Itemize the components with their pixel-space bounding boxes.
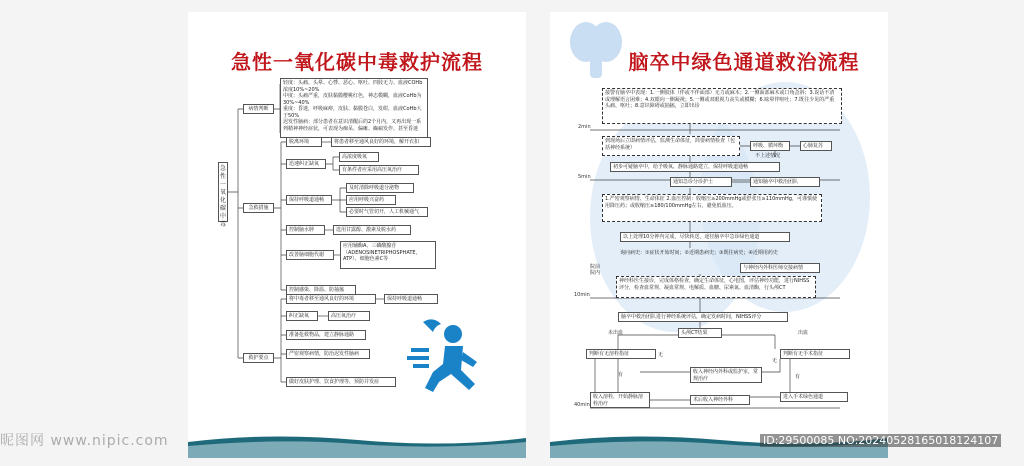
step-thrombolysis: 收入溶栓，开始静脉溶栓治疗 <box>590 392 650 408</box>
rescue-item-6: 控制感染、降温、防抽搐 <box>286 285 356 295</box>
label-no-left: 无 <box>658 352 664 358</box>
time-2min: 2min <box>578 124 591 130</box>
right-poster <box>550 12 888 458</box>
rescue-o2-1: 高浓度吸氧 <box>339 152 379 162</box>
label-bleed: 出血 <box>798 330 809 336</box>
rescue-airway-2: 应用呼吸兴奋药 <box>346 195 396 205</box>
time-5min: 5min <box>578 174 591 180</box>
care-label: 救护要点 <box>243 353 274 363</box>
step-notify-triage: 通知急诊分诊护士 <box>670 177 732 187</box>
right-title: 脑卒中绿色通道救治流程 <box>628 50 860 74</box>
step-nihss: 脑卒中救治团队进行神经系统评估，确定发病时间，NIHSS评分 <box>618 312 788 322</box>
rescue-move: 将患者移至通风良好的环境，解开衣扣 <box>331 137 431 147</box>
rescue-item-1: 脱离环境 <box>286 137 322 147</box>
time-10min: 10min <box>574 292 590 298</box>
care-item-3: 准备抢救物品，建立静脉通路 <box>286 330 366 340</box>
fainting-person-icon <box>403 312 483 402</box>
step-history: 询问病史：①症状开始时间；②近期患病史；③既往病史；④近期用药史 <box>620 250 778 256</box>
step-thrombolysis-check: 判断有无溶栓指征 <box>586 349 656 359</box>
step-no-condition: 不上述情况 <box>755 153 781 159</box>
rescue-item-2: 迅速纠正缺氧 <box>286 159 326 169</box>
time-40min: 40min <box>574 402 590 408</box>
label-yes-right: 有 <box>795 374 801 380</box>
label-no-right: 无 <box>772 358 778 364</box>
step-bp-control: 1.严密观察病情、生命体征 2.血压控制：收缩压≥200mmHg或舒张压≥110mmHg，可谨慎使用降压药；或收缩压≥180/100mmHg左右，避免低血压。 <box>602 194 822 222</box>
rescue-metab: 应用辅酶A、三磷酸腺苷（ADENOSINETRIPHOSPHATE，ATP）、细胞色素C等 <box>340 241 436 269</box>
care-item-1: 将中毒者移至通风良好的环境 <box>286 294 376 304</box>
step-ct-result: 头颅CT结果 <box>678 328 722 338</box>
rescue-item-4: 控制脑水肿 <box>286 225 325 235</box>
left-poster <box>188 12 526 458</box>
rescue-item-5: 改善脑细胞代谢 <box>286 250 334 260</box>
rescue-edema: 选用甘露醇、激素及脱水药 <box>333 225 411 235</box>
step-transfer: 以上处理10分钟内完成，尽快转送，途径脑卒中急诊绿色通道 <box>620 232 790 242</box>
left-title: 急性一氧化碳中毒救护流程 <box>231 50 483 74</box>
rescue-airway-3: 必要时气管切开，人工机械通气 <box>346 207 428 217</box>
root-label: 急性一氧化碳中毒 <box>218 162 228 222</box>
rescue-airway-1: 及时清除呼吸道分泌物 <box>346 183 414 193</box>
step-notify-team: 通知脑卒中救治团队 <box>750 177 820 187</box>
judge-detail: 轻度：头痛、头晕、心悸、恶心、呕吐、四肢无力、血液COHb浓度10%~20% 中度：头痛严重，皮肤黏膜樱桃红色，神志模糊，血液CoHb为30%~40% 重度：昏迷，呼吸麻痹，皮肤、黏膜苍白，发绀，血液CoHb大于50% 迟发性脑病：部分患者在意识清醒后的2个月内，又再出现一系列精神神经症状，可表现为痴呆、偏瘫、癫痫发作、甚至昏迷 <box>280 78 428 138</box>
care-airway: 保持呼吸道通畅 <box>384 294 438 304</box>
pre-hospital-label: 院前院内 <box>590 264 601 276</box>
step-initial: 初步可疑脑卒中，给予吸氧、静脉通路建立，保持呼吸道通畅 <box>610 162 780 172</box>
care-item-2: 纠正缺氧 <box>286 311 318 321</box>
care-item-5: 做好皮肤护理、饮食护理等，预防并发症 <box>286 377 396 387</box>
label-yes-left: 有 <box>618 372 624 378</box>
step-routine: 收入神经内外科或监护室，常规治疗 <box>690 367 762 383</box>
step-surgery-check: 判断有无手术指征 <box>780 349 850 359</box>
site-watermark: 昵图网 www.nipic.com <box>0 433 169 449</box>
label-no-bleed: 未出血 <box>608 330 624 336</box>
step-vital-check: 呼吸、循环衡 <box>750 141 790 151</box>
step-assess: 到现场后立即病情评估，监测生命体征，简要病情检查（包括神经系统） <box>602 136 740 156</box>
step-handover: 与神经内外科医师交接病情 <box>740 263 820 273</box>
rescue-item-3: 保持呼吸道通畅 <box>286 195 332 205</box>
rescue-o2-2: 有条件者应采用高压氧治疗 <box>339 165 419 175</box>
care-o2: 高压氧治疗 <box>328 311 370 321</box>
step-cpr: 心肺复苏 <box>800 141 832 151</box>
step-neuro-exam: 神经科医生接诊，完成体格检查，确定生命体征，心电图，评估神经功能，进行NIHSS评分，检查血常规、凝血常规、电解质、血糖、尿素氮、血清酶，行头颅CT <box>616 276 816 298</box>
step-dispatch: 接警有脑卒中表现：1.一侧肢体（伴或不伴面部）无力或麻木；2.一侧面部麻木或口角歪斜；3.说话不清或理解语言困难；4.双眼向一侧凝视；5.一侧或双眼视力丧失或模糊；6.眩晕伴呕吐；7.既往少见的严重头痛、呕吐；8.意识障碍或抽搐，立即出诊 <box>602 88 842 124</box>
care-item-4: 严密观察病情，防治迟发性脑病 <box>286 349 370 359</box>
id-watermark: ID:29500085 NO:20240528165018124107 <box>760 434 1001 447</box>
rescue-label: 急救措施 <box>243 203 274 213</box>
left-bottom-wave <box>188 432 526 458</box>
step-surgery-channel: 进入手术绿色通道 <box>780 392 848 402</box>
step-post-op: 术后收入神经外科 <box>690 395 750 405</box>
judge-label: 病情判断 <box>243 104 274 114</box>
